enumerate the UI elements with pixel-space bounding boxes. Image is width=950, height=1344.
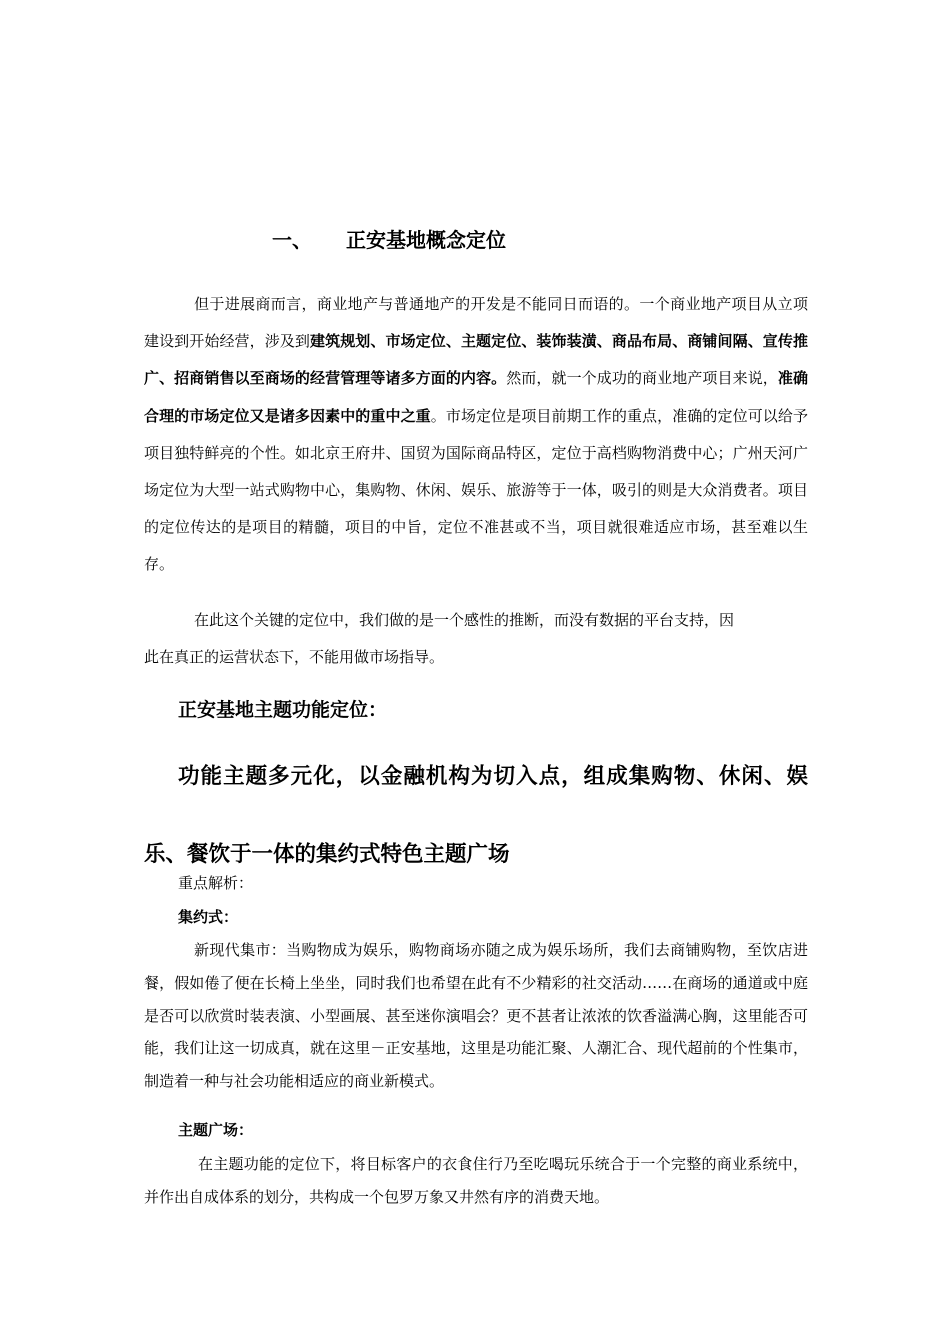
intro-bold-key-point: 准确合理的市场定位又是诸多因素中的重中之重 xyxy=(144,369,808,425)
theme-plaza-paragraph: 在主题功能的定位下，将目标客户的衣食住行乃至吃喝玩乐统合于一个完整的商业系统中，并作出自成体系的划分，共构成一个包罗万象又井然有序的消费天地。 xyxy=(144,1155,808,1206)
intro-text-2: 然而，就一个成功的商业地产项目来说， xyxy=(506,369,778,388)
section-heading xyxy=(272,226,506,254)
intensive-paragraph: 新现代集市：当购物成为娱乐，购物商场亦随之成为娱乐场所，我们去商铺购物，至饮店进餐，假如倦了便在长椅上坐坐，同时我们也希望在此有不少精彩的社交活动……在商场的通道或中庭是否可以欣赏时装表演、小型画展、甚至迷你演唱会？更不甚者让浓浓的饮香溢满心胸，这里能否可能，我们让这一切成真，就在这里－正安基地，这里是功能汇聚、人潮汇合、现代超前的个性集市，制造着一种与社会功能相适应的商业新模式。 xyxy=(144,941,808,1091)
section-number: 一、 xyxy=(272,228,312,252)
intensive-label: 集约式： xyxy=(178,908,239,926)
intro-paragraph xyxy=(144,286,808,584)
intro-text-1: 但于进展商而言，商业地产与普通地产的开发是不能同日而语的。一个商业地产项目从立项建设到开始经营，涉及到 xyxy=(144,295,808,351)
theme-heading: 正安基地主题功能定位： xyxy=(178,699,388,721)
intro-text-3: 。市场定位是项目前期工作的重点，准确的定位可以给予项目独特鲜亮的个性。如北京王府井、国贸为国际商品特区，定位于高档购物消费中心；广州天河广场定位为大型一站式购物中心，集购物、休闲、娱乐、旅游等于一体，吸引的则是大众消费者。项目的定位传达的是项目的精髓，项目的中旨，定位不准甚或不当，项目就很难适应市场，甚至难以生存。 xyxy=(144,406,808,574)
intro-bold-scope: 建筑规划、市场定位、主题定位、装饰装潢、商品布局、商铺间隔、宣传推广、招商销售以至商场的经营管理等诸多方面的内容。 xyxy=(144,332,808,388)
note-paragraph xyxy=(144,602,808,676)
theme-plaza-label: 主题广场： xyxy=(178,1121,254,1139)
analysis-label: 重点解析： xyxy=(178,874,254,892)
note-line-1: 在此这个关键的定位中，我们做的是一个感性的推断，而没有数据的平台支持，因 xyxy=(194,611,735,629)
theme-statement: 功能主题多元化，以金融机构为切入点，组成集购物、休闲、娱乐、餐饮于一体的集约式特色主题广场 xyxy=(144,764,808,867)
note-line-2: 此在真正的运营状态下，不能用做市场指导。 xyxy=(144,648,445,666)
section-title: 正安基地概念定位 xyxy=(346,228,506,252)
